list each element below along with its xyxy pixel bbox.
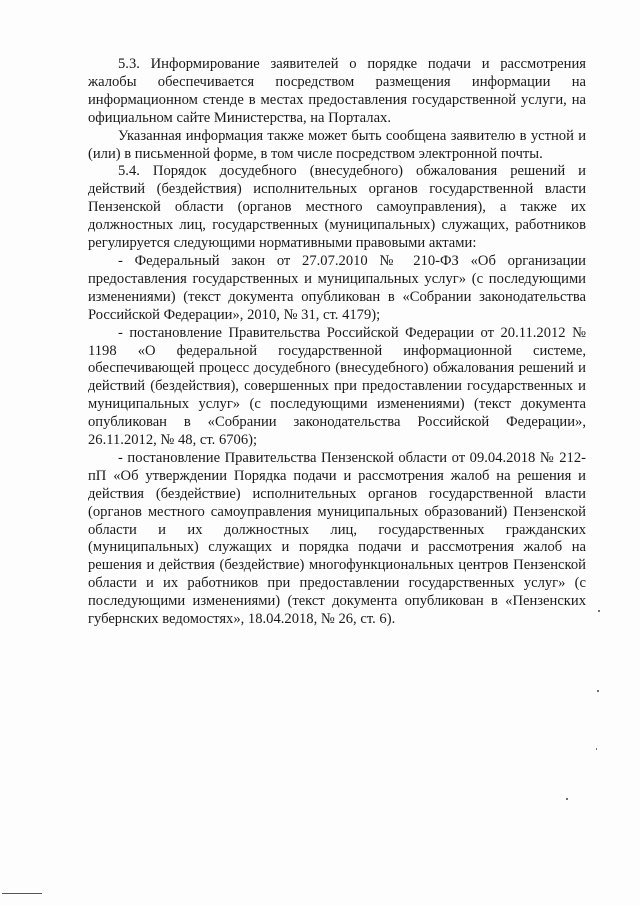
list-item-federal-law: - Федеральный закон от 27.07.2010 № 210-ФЗ «Об организации предоставления государственных и муниципальных услуг» (с последующими изменениями) (текст документа опубликован в «Собрании законодательства Российской Федерации», 2010, № 31, ст. 4179);: [88, 252, 586, 323]
document-body: [88, 56, 586, 629]
scan-speck: [597, 690, 599, 692]
scan-edge-line: [2, 893, 42, 894]
list-item-rf-government-decree: - постановление Правительства Российской Федерации от 20.11.2012 № 1198 «О федеральной государственной информационной системе, обеспечивающей процесс досудебного (внесудебного) обжалования решений и действий (бездействия), совершенных при предоставлении государственных и муниципальных услуг» (с последующими изменениями) (текст документа опубликован в «Собрании законодательства Российской Федерации», 26.11.2012, № 48, ст. 6706);: [88, 324, 586, 449]
scan-speck: [596, 748, 597, 750]
paragraph-5-3: 5.3. Информирование заявителей о порядке подачи и рассмотрения жалобы обеспечивается посредством размещения информации на информационном стенде в местах предоставления государственной услуги, на официальном сайте Министерства, на Порталах.: [88, 56, 586, 126]
scan-speck: [566, 798, 568, 800]
paragraph-info-note: Указанная информация также может быть сообщена заявителю в устной и (или) в письменной форме, в том числе посредством электронной почты.: [88, 127, 586, 162]
scan-speck: [598, 610, 600, 612]
list-item-penza-government-decree: - постановление Правительства Пензенской области от 09.04.2018 № 212-пП «Об утверждении Порядка подачи и рассмотрения жалоб на решения и действия (бездействие) исполнительных органов государственной власти (органов местного самоуправления муниципальных образований) Пензенской области и их должностных лиц, государственных гражданских (муниципальных) служащих и порядка подачи и рассмотрения жалоб на решения и действия (бездействие) многофункциональных центров Пензенской области и их работников при предоставлении государственных услуг» (с последующими изменениями) (текст документа опубликован в «Пензенских губернских ведомостях», 18.04.2018, № 26, ст. 6).: [88, 449, 586, 628]
paragraph-5-4: 5.4. Порядок досудебного (внесудебного) обжалования решений и действий (бездействия) исполнительных органов государственной власти Пензенской области (органов местного самоуправления), а также их должностных лиц, государственных (муниципальных) служащих, работников регулируется следующими нормативными правовыми актами:: [88, 163, 586, 252]
